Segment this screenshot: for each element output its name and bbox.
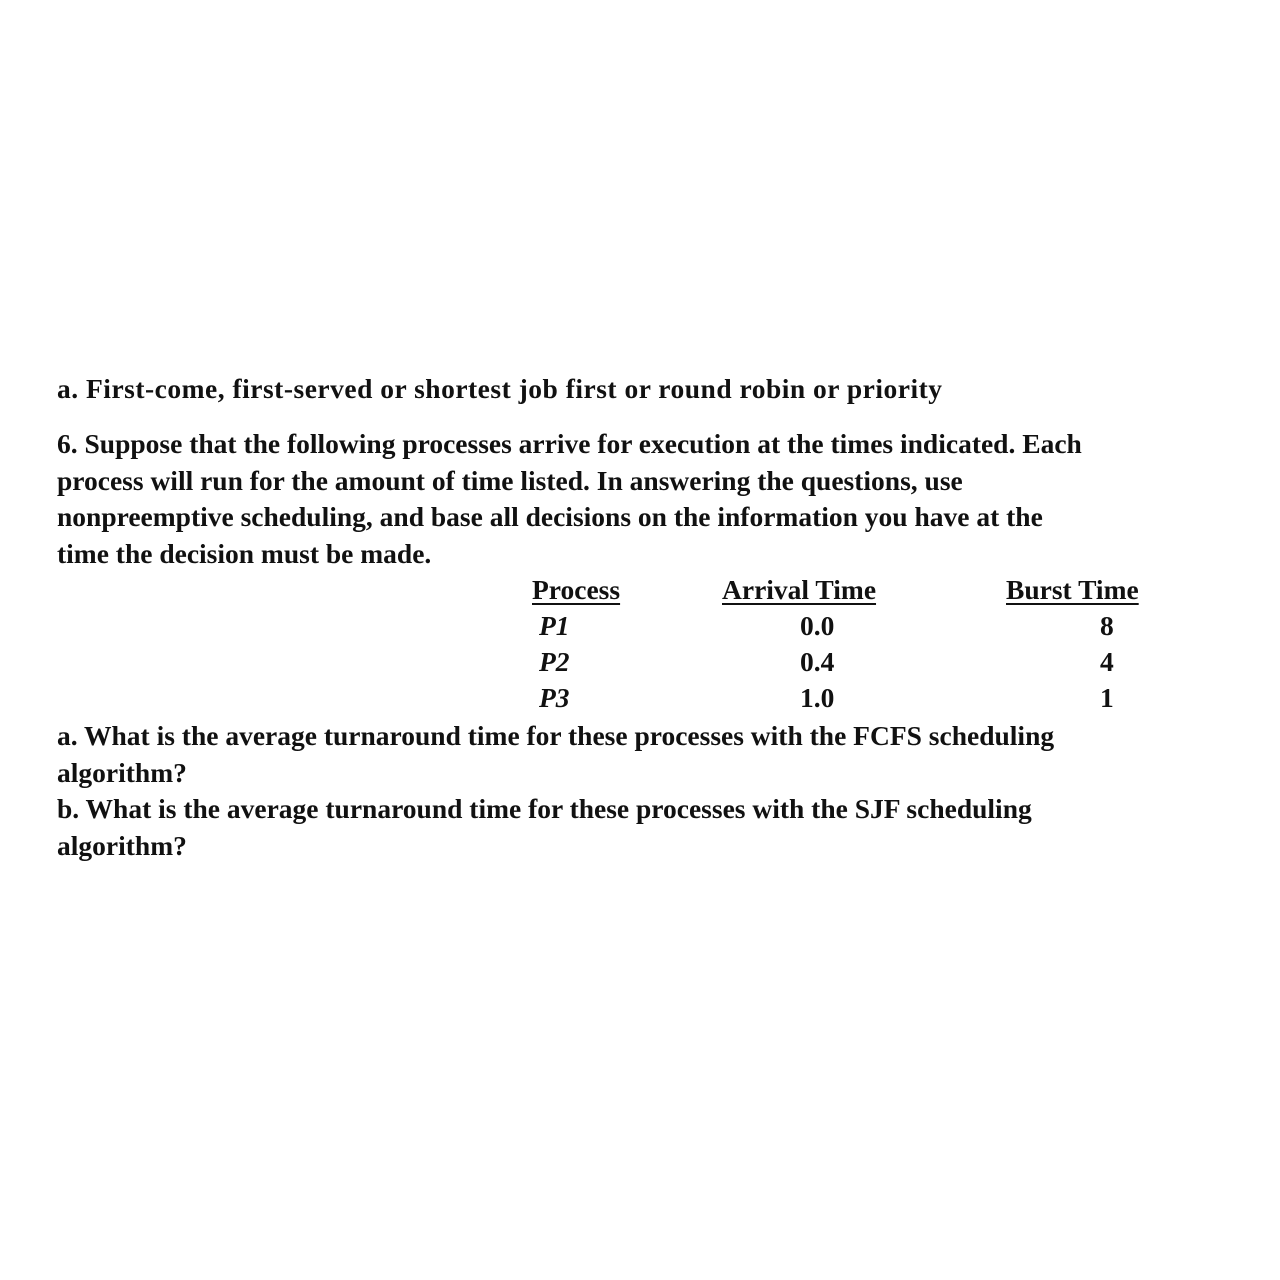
question-line-4: time the decision must be made. <box>57 537 432 569</box>
question-line-2: process will run for the amount of time listed. In answering the questions, use <box>57 464 963 496</box>
table-cell-arrival: 0.0 <box>800 610 835 641</box>
table-cell-process: P3 <box>539 682 570 713</box>
question-part-b <box>57 791 1257 864</box>
part-a-line-2: algorithm? <box>57 756 187 788</box>
table-cell-process: P1 <box>539 610 570 641</box>
process-table <box>532 572 1257 718</box>
table-cell-burst: 1 <box>1100 682 1114 713</box>
table-header-burst-time: Burst Time <box>1006 574 1139 605</box>
document-body <box>57 404 1257 864</box>
question-line-3: nonpreemptive scheduling, and base all decisions on the information you have at the <box>57 501 1043 532</box>
table-cell-arrival: 1.0 <box>800 682 835 713</box>
part-a-line-1: a. What is the average turnaround time for these processes with the FCFS scheduling <box>57 720 1055 751</box>
table-cell-burst: 4 <box>1100 646 1114 677</box>
table-cell-burst: 8 <box>1100 610 1114 641</box>
table-cell-arrival: 0.4 <box>800 646 835 677</box>
table-cell-process: P2 <box>539 646 570 677</box>
table-header-process: Process <box>532 574 621 605</box>
question-part-a <box>57 718 1257 791</box>
question-intro <box>57 426 1257 572</box>
table-header-arrival-time: Arrival Time <box>722 574 877 605</box>
clipped-previous-line-text: a. First-come, first-served or shortest job first or round robin or priority <box>57 373 943 404</box>
part-b-line-2: algorithm? <box>57 829 187 861</box>
part-b-line-1: b. What is the average turnaround time for these processes with the SJF scheduling <box>57 793 1032 824</box>
question-line-1: 6. Suppose that the following processes arrive for execution at the times indicated. Each <box>57 428 1082 459</box>
